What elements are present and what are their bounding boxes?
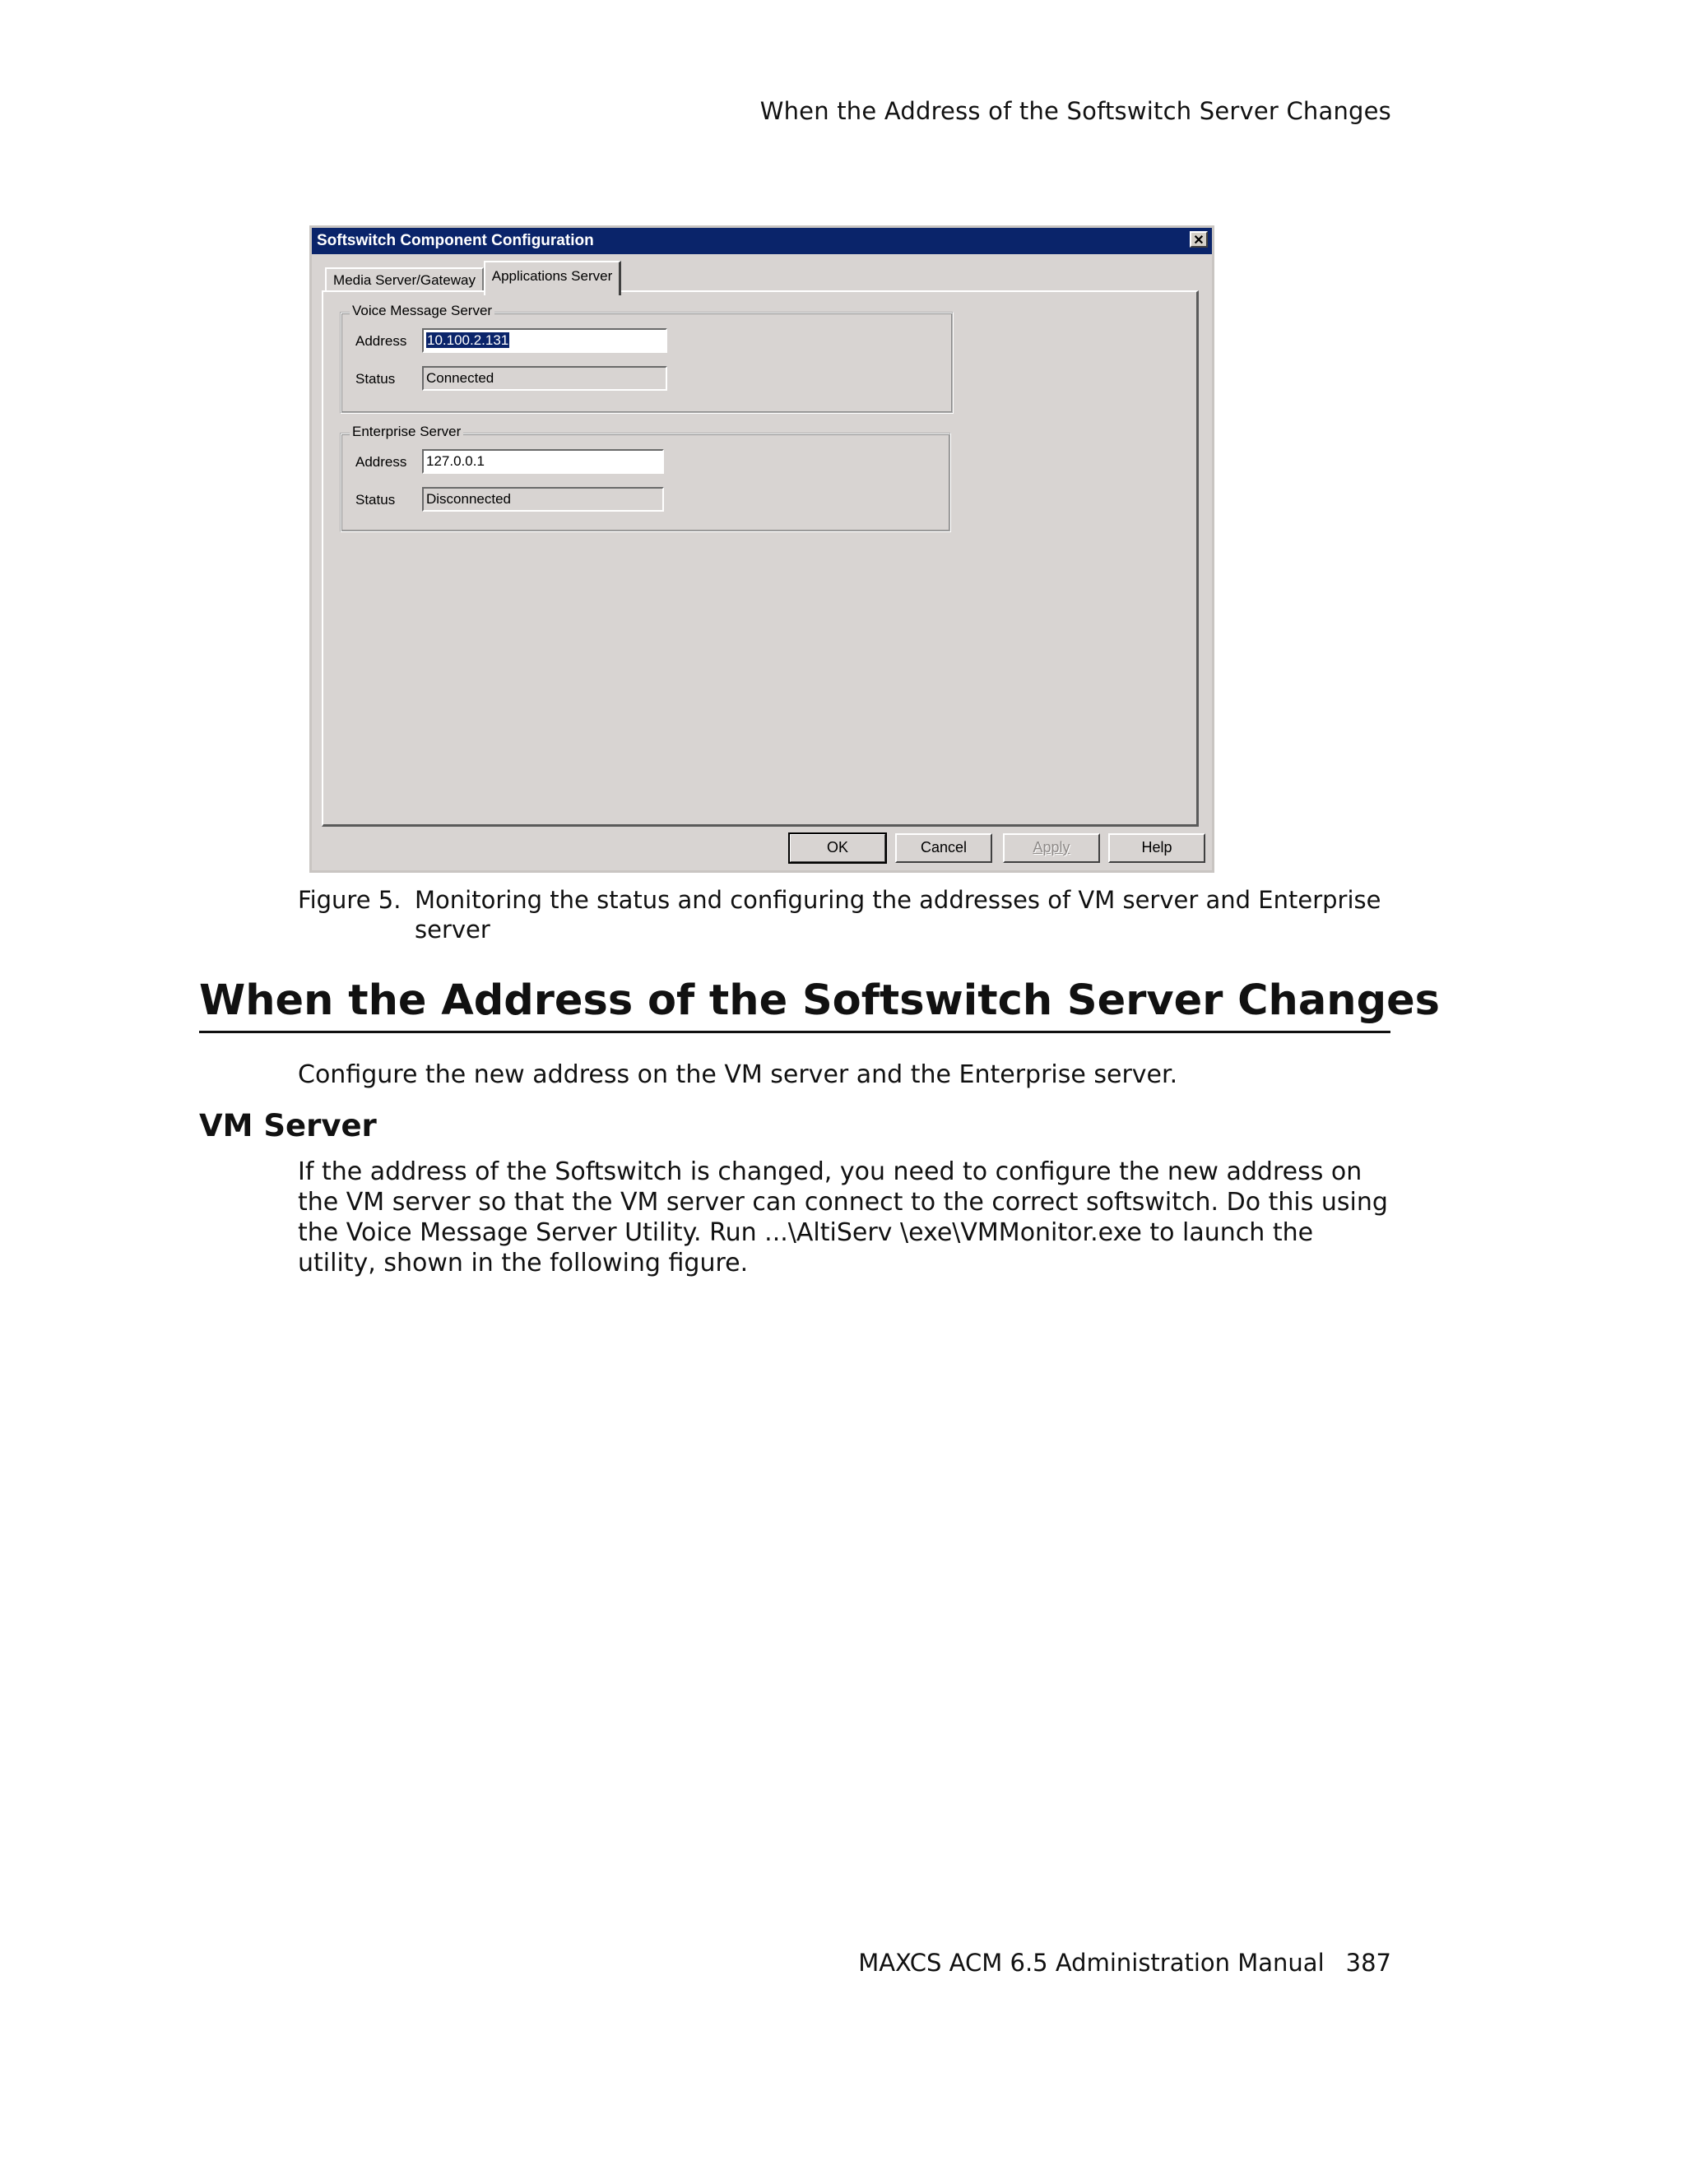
ent-address-label: Address (355, 454, 407, 470)
ent-status-label: Status (355, 492, 396, 508)
voice-message-server-group (340, 303, 954, 414)
ent-address-input[interactable]: 127.0.0.1 (422, 449, 664, 474)
vms-address-input[interactable] (422, 328, 667, 353)
vms-status-field: Connected (422, 366, 667, 391)
softswitch-config-dialog (309, 225, 1214, 873)
vms-status-label: Status (355, 371, 396, 387)
tab-applications-server[interactable]: Applications Server (484, 261, 621, 295)
voice-message-server-legend: Voice Message Server (350, 303, 494, 319)
intro-paragraph: Configure the new address on the VM server and the Enterprise server. (298, 1060, 1178, 1089)
dialog-titlebar (312, 228, 1212, 254)
section-heading: When the Address of the Softswitch Server Changes (199, 973, 1390, 1033)
ent-status-field: Disconnected (422, 487, 664, 512)
dialog-title: Softswitch Component Configuration (317, 232, 594, 249)
page-footer (858, 1949, 1391, 1977)
vms-address-value: 10.100.2.131 (427, 332, 509, 348)
cancel-button[interactable]: Cancel (895, 833, 992, 863)
help-button[interactable]: Help (1108, 833, 1205, 863)
ok-button[interactable]: OK (789, 833, 886, 863)
figure-caption-text: Monitoring the status and configuring the addresses of VM server and Enterprise server (415, 886, 1381, 944)
manual-title: MAXCS ACM 6.5 Administration Manual (858, 1949, 1325, 1977)
subsection-heading: VM Server (199, 1108, 377, 1143)
body-paragraph: If the address of the Softswitch is changed, you need to configure the new address on the VM server so that the VM server can connect to the correct softswitch. Do this using the Voice Message Server Utility. Run ...\AltiServ \exe\VMMonitor.exe to launch the utility, shown in the following figure. (298, 1157, 1388, 1277)
page-number: 387 (1345, 1949, 1391, 1977)
enterprise-server-legend: Enterprise Server (350, 424, 463, 440)
vms-address-label: Address (355, 333, 407, 349)
running-header: When the Address of the Softswitch Server Changes (759, 97, 1391, 125)
tab-media-server-gateway[interactable]: Media Server/Gateway (325, 267, 484, 292)
close-icon[interactable]: ✕ (1190, 231, 1208, 248)
apply-button[interactable]: Apply (1003, 833, 1100, 863)
enterprise-server-group (340, 424, 951, 532)
figure-caption (298, 885, 1392, 944)
figure-number: Figure 5. (298, 886, 402, 914)
